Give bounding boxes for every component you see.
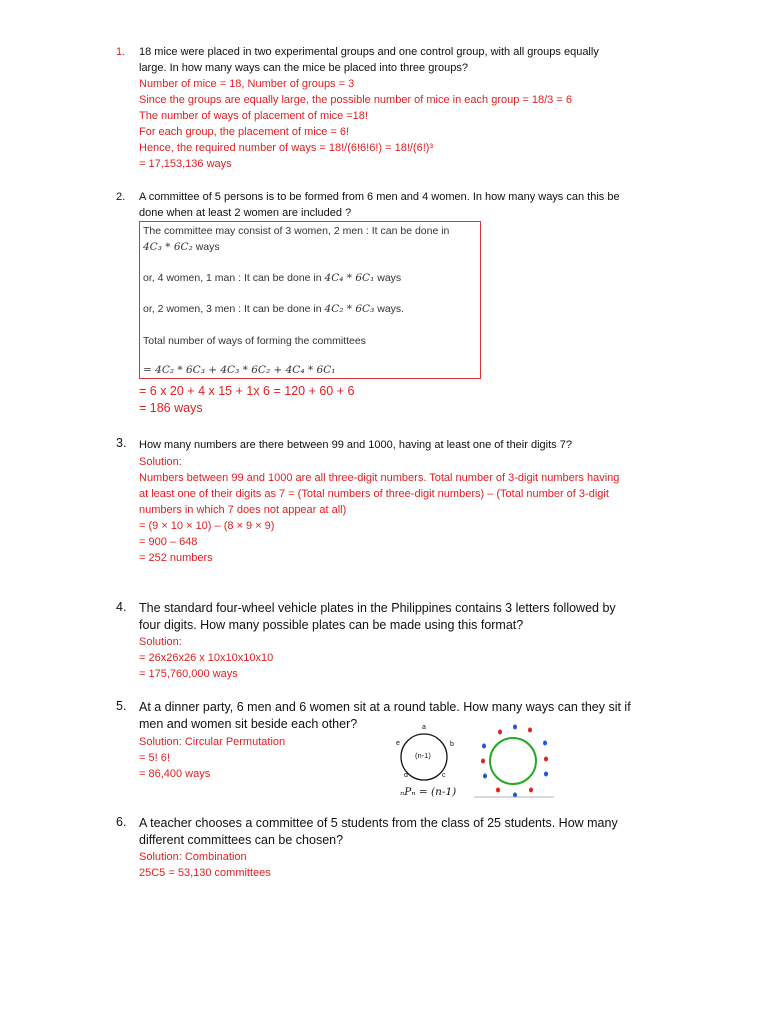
box-text-3: or, 2 women, 3 men : It can be done in <box>143 303 322 315</box>
q4-number: 4. <box>116 600 127 614</box>
seat-label-d: d <box>404 772 408 779</box>
q4-solution-line: = 26x26x26 x 10x10x10x10 <box>139 652 274 664</box>
q4-question-line: The standard four-wheel vehicle plates in the Philippines contains 3 letters followed by <box>139 601 616 615</box>
seat-dot <box>498 730 502 735</box>
q5-question-line: At a dinner party, 6 men and 6 women sit at a round table. How many ways can they sit if <box>139 700 631 714</box>
q6-solution-line: Solution: Combination <box>139 851 247 863</box>
q3-solution-line: Solution: <box>139 456 182 468</box>
q2-solution <box>139 383 354 417</box>
q3-number: 3. <box>116 436 127 450</box>
seat-dot <box>496 788 500 793</box>
box-text-2: or, 4 women, 1 man : It can be done in <box>143 272 322 284</box>
q5-solution-line: Solution: Circular Permutation <box>139 736 286 748</box>
table-ring <box>490 738 536 784</box>
q1-solution-line: Hence, the required number of ways = 18!/(6!6!6!) = 18!/(6!)³ <box>139 142 434 154</box>
q3-solution-line: numbers in which 7 does not appear at all) <box>139 504 347 516</box>
box-line-2 <box>143 272 401 284</box>
q6-solution <box>139 849 271 881</box>
q3-solution-line: at least one of their digits as 7 = (Total numbers of three-digit numbers) – (Total number of 3-digit <box>139 488 609 500</box>
box-text-2-end: ways <box>377 272 402 284</box>
q4-solution-line: Solution: <box>139 636 182 648</box>
q5-question-line: men and women sit beside each other? <box>139 717 358 731</box>
circle-center-label: (n-1) <box>415 751 431 760</box>
q3-solution-line: Numbers between 99 and 1000 are all three-digit numbers. Total number of 3-digit numbers having <box>139 472 620 484</box>
q3-solution-line: = 900 – 648 <box>139 536 198 548</box>
box-line-1b <box>143 241 220 253</box>
box-math-2: 4C₄ * 6C₁ <box>324 272 375 284</box>
q2-question-line: A committee of 5 persons is to be formed from 6 men and 4 women. In how many ways can this be <box>139 191 620 203</box>
q3-question <box>139 437 572 453</box>
seat-dot <box>481 759 485 764</box>
box-math-3: 4C₂ * 6C₃ <box>324 303 375 315</box>
box-line-5: = 4C₂ * 6C₃ + 4C₃ * 6C₂ + 4C₄ * 6C₁ <box>143 364 336 376</box>
q1-solution-line: For each group, the placement of mice = 6! <box>139 126 350 138</box>
q2-solution-line: = 6 x 20 + 4 x 15 + 1x 6 = 120 + 60 + 6 <box>139 384 355 398</box>
q1-question-line: 18 mice were placed in two experimental groups and one control group, with all groups equally <box>139 46 599 58</box>
q4-question <box>139 600 616 634</box>
box-line-3 <box>143 303 404 315</box>
box-text-1b: ways <box>195 241 220 253</box>
q2-solution-box <box>139 221 481 379</box>
q1-solution-line: = 17,153,136 ways <box>139 158 232 170</box>
q3-solution <box>139 454 619 566</box>
seat-label-e: e <box>396 740 400 747</box>
seat-dot <box>482 744 486 749</box>
q1-question <box>139 44 599 76</box>
seat-dot <box>544 757 548 762</box>
q5-solution-line: = 5! 6! <box>139 752 170 764</box>
seat-dot <box>543 741 547 746</box>
q2-question <box>139 189 620 221</box>
seat-label-a: a <box>422 724 426 731</box>
seating-dots-diagram <box>470 718 560 802</box>
box-text-3-end: ways. <box>377 303 405 315</box>
q6-solution-line: 25C5 = 53,130 committees <box>139 867 271 879</box>
q2-number: 2. <box>116 191 126 203</box>
q2-solution-line: = 186 ways <box>139 401 203 415</box>
seat-dot <box>544 772 548 777</box>
q5-number: 5. <box>116 699 127 713</box>
q1-solution-line: The number of ways of placement of mice =18! <box>139 110 368 122</box>
q2-question-line: done when at least 2 women are included ? <box>139 207 352 219</box>
q3-solution-line: = 252 numbers <box>139 552 213 564</box>
seat-dot <box>528 728 532 733</box>
seat-dot <box>513 725 517 730</box>
permutation-formula: ₙPₙ = (n-1) <box>400 786 457 798</box>
q4-solution-line: = 175,760,000 ways <box>139 668 238 680</box>
q6-number: 6. <box>116 815 127 829</box>
q3-solution-line: = (9 × 10 × 10) – (8 × 9 × 9) <box>139 520 275 532</box>
q1-solution-line: Since the groups are equally large, the possible number of mice in each group = 18/3 = 6 <box>139 94 572 106</box>
seat-dot <box>483 774 487 779</box>
q6-question <box>139 815 618 849</box>
seat-label-c: c <box>442 772 446 779</box>
q6-question-line: A teacher chooses a committee of 5 students from the class of 25 students. How many <box>139 816 618 830</box>
box-line-4: Total number of ways of forming the committees <box>143 335 366 347</box>
q1-question-line: large. In how many ways can the mice be placed into three groups? <box>139 62 468 74</box>
box-math-1: 4C₃ * 6C₂ <box>143 241 193 253</box>
q4-question-line: four digits. How many possible plates can be made using this format? <box>139 618 524 632</box>
q1-number: 1. <box>116 46 126 58</box>
seat-label-b: b <box>450 741 454 748</box>
q6-question-line: different committees can be chosen? <box>139 833 344 847</box>
q1-solution <box>139 76 572 172</box>
q3-question-line: How many numbers are there between 99 and 1000, having at least one of their digits 7? <box>139 439 572 451</box>
box-line-1: The committee may consist of 3 women, 2 men : It can be done in <box>143 225 450 237</box>
q4-solution <box>139 634 273 682</box>
seat-dot <box>529 788 533 793</box>
q1-solution-line: Number of mice = 18, Number of groups = 3 <box>139 78 355 90</box>
q5-solution-line: = 86,400 ways <box>139 768 211 780</box>
q5-solution <box>139 734 285 782</box>
